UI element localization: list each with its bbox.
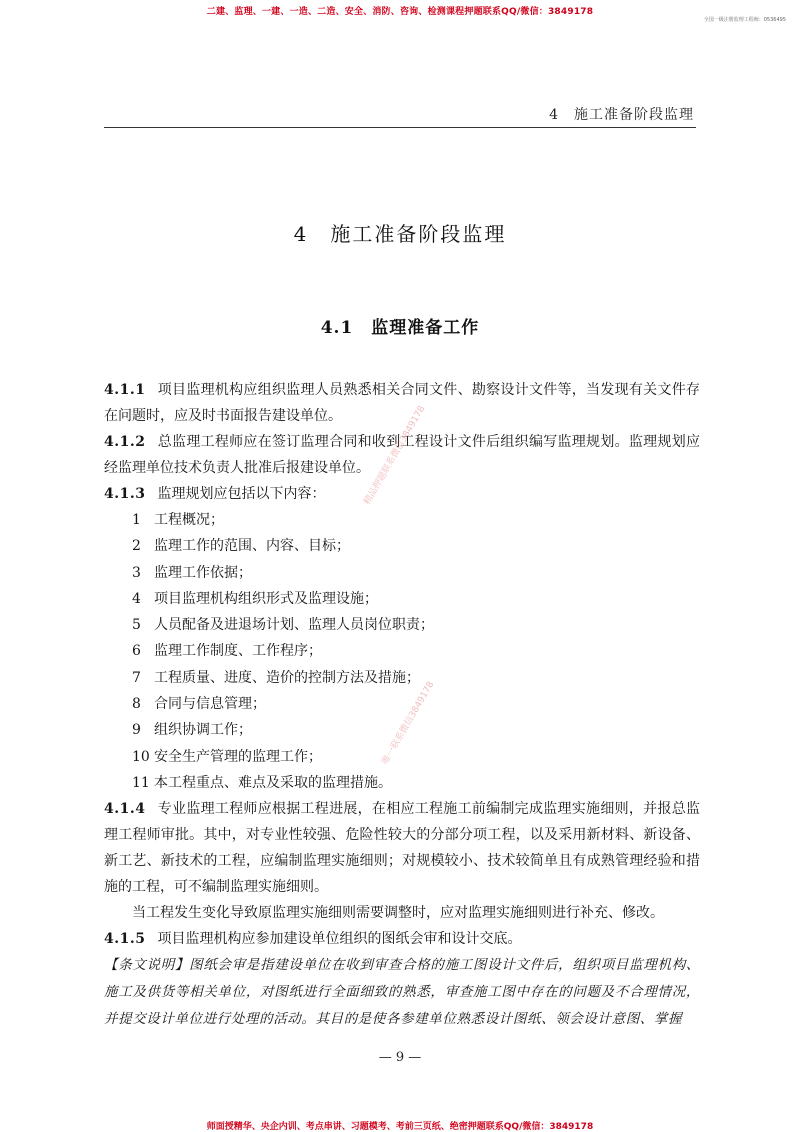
clause-number: 4.1.3 — [104, 486, 146, 502]
body-content — [104, 377, 700, 1033]
chapter-title: 4 施工准备阶段监理 — [293, 222, 507, 246]
clause-4-1-1 — [104, 377, 700, 429]
list-item-number: 10 — [132, 748, 150, 765]
list-item-text: 监理工作的范围、内容、目标； — [154, 538, 350, 555]
list-item-text: 工程质量、进度、造价的控制方法及措施； — [154, 669, 420, 686]
clause-text: 总监理工程师应在签订监理合同和收到工程设计文件后组织编写监理规划。监理规划应经监理单位技术负责人批准后报建设单位。 — [104, 434, 700, 476]
list-item-text: 工程概况； — [154, 512, 224, 528]
header-rule — [104, 127, 696, 128]
list-item — [104, 612, 700, 638]
clause-number: 4.1.5 — [104, 931, 146, 948]
clause-text: 项目监理机构应组织监理人员熟悉相关合同文件、勘察设计文件等，当发现有关文件存在问题时，应及时书面报告建设单位。 — [104, 382, 700, 424]
list-item — [104, 770, 700, 796]
watermark-text: 精品押题联系微信3849178 — [362, 404, 428, 507]
list-item — [104, 507, 700, 533]
list-item-number: 4 — [132, 590, 141, 607]
list-item-text: 合同与信息管理； — [154, 696, 266, 713]
list-item-number: 7 — [132, 669, 141, 686]
list-item-number: 9 — [132, 722, 141, 739]
list-item-number: 5 — [132, 617, 141, 634]
list-item-number: 1 — [132, 512, 141, 528]
list-item-number: 6 — [132, 643, 141, 660]
clause-4-1-4-supplement: 当工程发生变化导致原监理实施细则需要调整时，应对监理实施细则进行补充、修改。 — [132, 905, 664, 922]
list-item-text: 监理工作依据； — [154, 564, 252, 581]
running-head: 4 施工准备阶段监理 — [549, 107, 694, 123]
section-title: 4.1 监理准备工作 — [320, 318, 480, 338]
plan-content-list — [104, 507, 700, 796]
list-item — [104, 560, 700, 586]
clause-number: 4.1.2 — [104, 434, 146, 450]
list-item — [104, 744, 700, 770]
list-item — [104, 638, 700, 664]
watermark-text: 唯一联系微信3849178 — [380, 680, 437, 767]
list-item-number: 3 — [132, 564, 141, 581]
clause-number: 4.1.4 — [104, 801, 146, 818]
explanation-label: 【条文说明】 — [104, 957, 190, 974]
list-item-text: 本工程重点、难点及采取的监理措施。 — [154, 774, 392, 791]
list-item — [104, 665, 700, 691]
clause-text: 项目监理机构应参加建设单位组织的图纸会审和设计交底。 — [157, 931, 522, 948]
explanation-text: 图纸会审是指建设单位在收到审查合格的施工图设计文件后，组织项目监理机构、施工及供货等相关单位，对图纸进行全面细致的熟悉，审查施工图中存在的问题及不合理情况，并提交设计单位进行处理的活动。其目的是使各参建单位熟悉设计图纸、领会设计意图、掌握 — [104, 957, 700, 1028]
list-item-text: 组织协调工作； — [154, 722, 252, 739]
page-number: — 9 — — [378, 1050, 422, 1065]
list-item-number: 8 — [132, 696, 141, 713]
list-item — [104, 533, 700, 559]
list-item-number: 2 — [132, 538, 141, 555]
clause-explanation — [104, 952, 700, 1033]
clause-text: 专业监理工程师应根据工程进展，在相应工程施工前编制完成监理实施细则，并报总监理工程师审批。其中，对专业性较强、危险性较大的分部分项工程，以及采用新材料、新设备、新工艺、新技术的工程，应编制监理实施细则；对规模较小、技术较简单且有成熟管理经验和措施的工程，可不编制监理实施细则。 — [104, 801, 700, 896]
clause-4-1-4 — [104, 796, 700, 900]
clause-4-1-3 — [104, 481, 700, 507]
list-item — [104, 691, 700, 717]
list-item-text: 项目监理机构组织形式及监理设施； — [154, 590, 378, 607]
list-item-number: 11 — [132, 774, 150, 791]
top-right-note: 全国一级注册监理工程师：0536495 — [703, 17, 786, 23]
list-item-text: 监理工作制度、工作程序； — [154, 643, 322, 660]
top-banner: 二建、监理、一建、一造、二造、安全、消防、咨询、检测课程押题联系QQ/微信：3849178 — [206, 7, 594, 17]
list-item — [104, 586, 700, 612]
list-item-text: 安全生产管理的监理工作； — [154, 748, 322, 765]
list-item-text: 人员配备及进退场计划、监理人员岗位职责； — [154, 617, 434, 634]
clause-text: 监理规划应包括以下内容： — [157, 486, 326, 502]
bottom-banner: 师面授精华、央企内训、考点串讲、习题模考、考前三页纸、绝密押题联系QQ/微信：3849178 — [206, 1122, 594, 1132]
clause-4-1-5 — [104, 926, 700, 952]
clause-number: 4.1.1 — [104, 382, 146, 398]
